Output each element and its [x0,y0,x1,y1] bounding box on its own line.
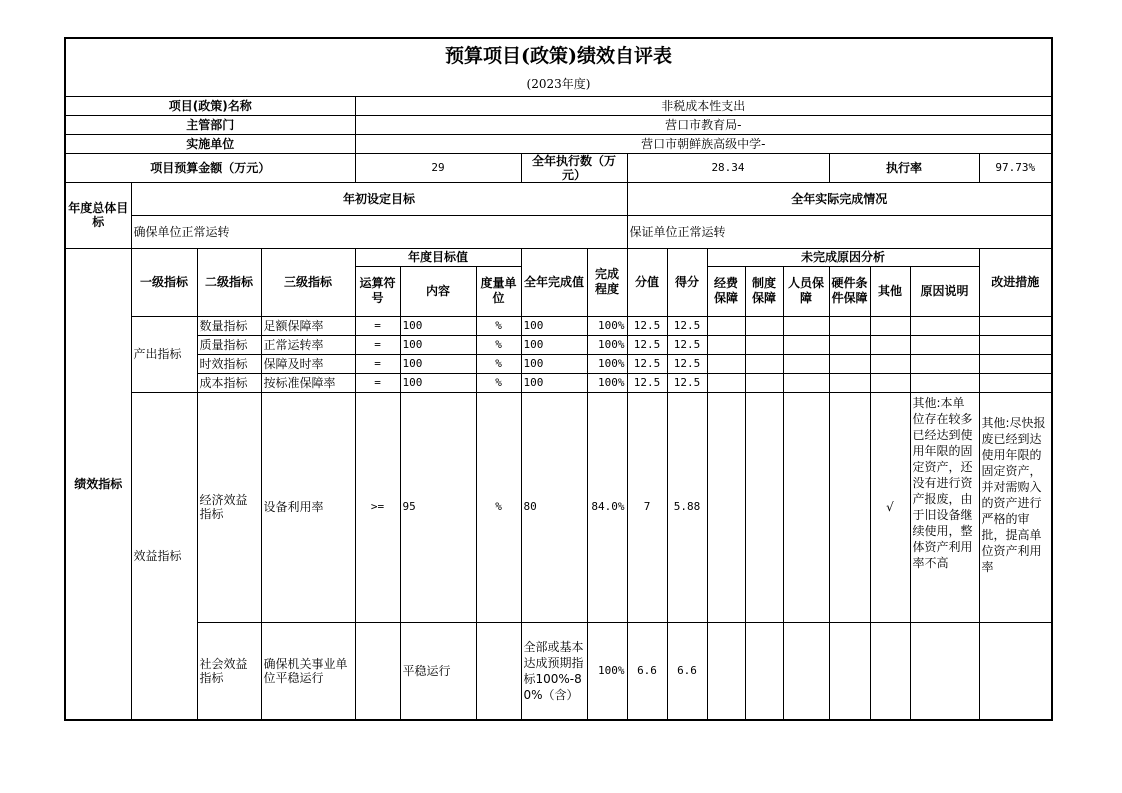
col-done: 全年完成值 [521,248,587,316]
row-l2: 质量指标 [197,335,261,354]
col-r2: 制度保障 [745,266,783,316]
row-l2: 数量指标 [197,316,261,335]
row-done: 100 [521,354,587,373]
row-done: 100 [521,373,587,392]
row-content: 100 [400,373,476,392]
row-unit [476,622,521,720]
output-l1: 产出指标 [131,316,197,392]
row-l2: 时效指标 [197,354,261,373]
row-done: 全部或基本达成预期指标100%-80%（含） [521,622,587,720]
table-row [65,373,1052,392]
col-r6: 原因说明 [910,266,979,316]
row-val: 6.6 [627,622,667,720]
rate-label: 执行率 [829,153,979,182]
row-op: = [355,373,400,392]
project-name-value: 非税成本性支出 [355,96,1052,115]
col-r1: 经费保障 [707,266,745,316]
row-degree: 100% [587,622,627,720]
table-row [65,354,1052,373]
budget-label: 项目预算金额（万元） [65,153,355,182]
row-val: 12.5 [627,316,667,335]
annual-goal-label: 年度总体目标 [65,182,131,248]
col-score-val: 分值 [627,248,667,316]
row-op: = [355,335,400,354]
project-name-label: 项目(政策)名称 [65,96,355,115]
exec-label: 全年执行数（万元） [521,153,627,182]
benefit-l1: 效益指标 [131,392,197,720]
row-done: 100 [521,335,587,354]
col-l2: 二级指标 [197,248,261,316]
table-row [65,392,1052,622]
row-unit: % [476,373,521,392]
col-unit: 度量单位 [476,266,521,316]
report-year: (2023年度) [65,72,1052,96]
table-row [65,316,1052,335]
row-l2: 成本指标 [197,373,261,392]
row-score: 12.5 [667,316,707,335]
row-degree: 100% [587,373,627,392]
row-content: 95 [400,392,476,622]
row-degree: 100% [587,354,627,373]
initial-goal-header: 年初设定目标 [131,182,627,215]
col-l3: 三级指标 [261,248,355,316]
col-l1: 一级指标 [131,248,197,316]
row-val: 7 [627,392,667,622]
row-op [355,622,400,720]
row-val: 12.5 [627,335,667,354]
initial-goal-text: 确保单位正常运转 [131,215,627,248]
row-unit: % [476,335,521,354]
row-l3: 按标准保障率 [261,373,355,392]
exec-value: 28.34 [627,153,829,182]
row-score: 5.88 [667,392,707,622]
row-content: 100 [400,335,476,354]
row-val: 12.5 [627,354,667,373]
col-content: 内容 [400,266,476,316]
row-l3: 正常运转率 [261,335,355,354]
col-target-group: 年度目标值 [355,248,521,266]
col-score: 得分 [667,248,707,316]
col-reason-group: 未完成原因分析 [707,248,979,266]
row-op: = [355,316,400,335]
row-unit: % [476,354,521,373]
row-score: 12.5 [667,354,707,373]
row-l3: 设备利用率 [261,392,355,622]
impl-label: 实施单位 [65,134,355,153]
row-l3: 确保机关事业单位平稳运行 [261,622,355,720]
row-score: 12.5 [667,335,707,354]
evaluation-table [64,37,1053,721]
row-val: 12.5 [627,373,667,392]
rate-value: 97.73% [979,153,1052,182]
table-row [65,335,1052,354]
row-op: >= [355,392,400,622]
row-content: 100 [400,354,476,373]
row-op: = [355,354,400,373]
row-done: 100 [521,316,587,335]
perf-indicator-label: 绩效指标 [65,248,131,720]
row-degree: 100% [587,335,627,354]
actual-goal-text: 保证单位正常运转 [627,215,1052,248]
row-score: 12.5 [667,373,707,392]
row-unit: % [476,316,521,335]
improve-text: 其他:尽快报废已经到达使用年限的固定资产，并对需购入的资产进行严格的审批，提高单位资产利用率 [979,392,1052,622]
actual-goal-header: 全年实际完成情况 [627,182,1052,215]
impl-value: 营口市朝鲜族高级中学- [355,134,1052,153]
col-improve: 改进措施 [979,248,1052,316]
row-unit: % [476,392,521,622]
row-l2: 经济效益指标 [197,392,261,622]
col-r5: 其他 [870,266,910,316]
row-content: 100 [400,316,476,335]
row-l3: 保障及时率 [261,354,355,373]
col-degree: 完成程度 [587,248,627,316]
table-row [65,622,1052,720]
row-score: 6.6 [667,622,707,720]
dept-value: 营口市教育局- [355,115,1052,134]
col-op: 运算符号 [355,266,400,316]
budget-value: 29 [355,153,521,182]
row-content: 平稳运行 [400,622,476,720]
row-l2: 社会效益指标 [197,622,261,720]
page-title: 预算项目(政策)绩效自评表 [65,38,1052,72]
row-degree: 100% [587,316,627,335]
reason-text: 其他:本单位存在较多已经达到使用年限的固定资产，还没有进行资产报废，由于旧设备继续使用，整体资产利用率不高 [910,392,979,622]
col-r4: 硬件条件保障 [829,266,870,316]
col-r3: 人员保障 [783,266,829,316]
row-done: 80 [521,392,587,622]
dept-label: 主管部门 [65,115,355,134]
row-l3: 足额保障率 [261,316,355,335]
other-check-mark: √ [870,392,910,622]
row-degree: 84.0% [587,392,627,622]
